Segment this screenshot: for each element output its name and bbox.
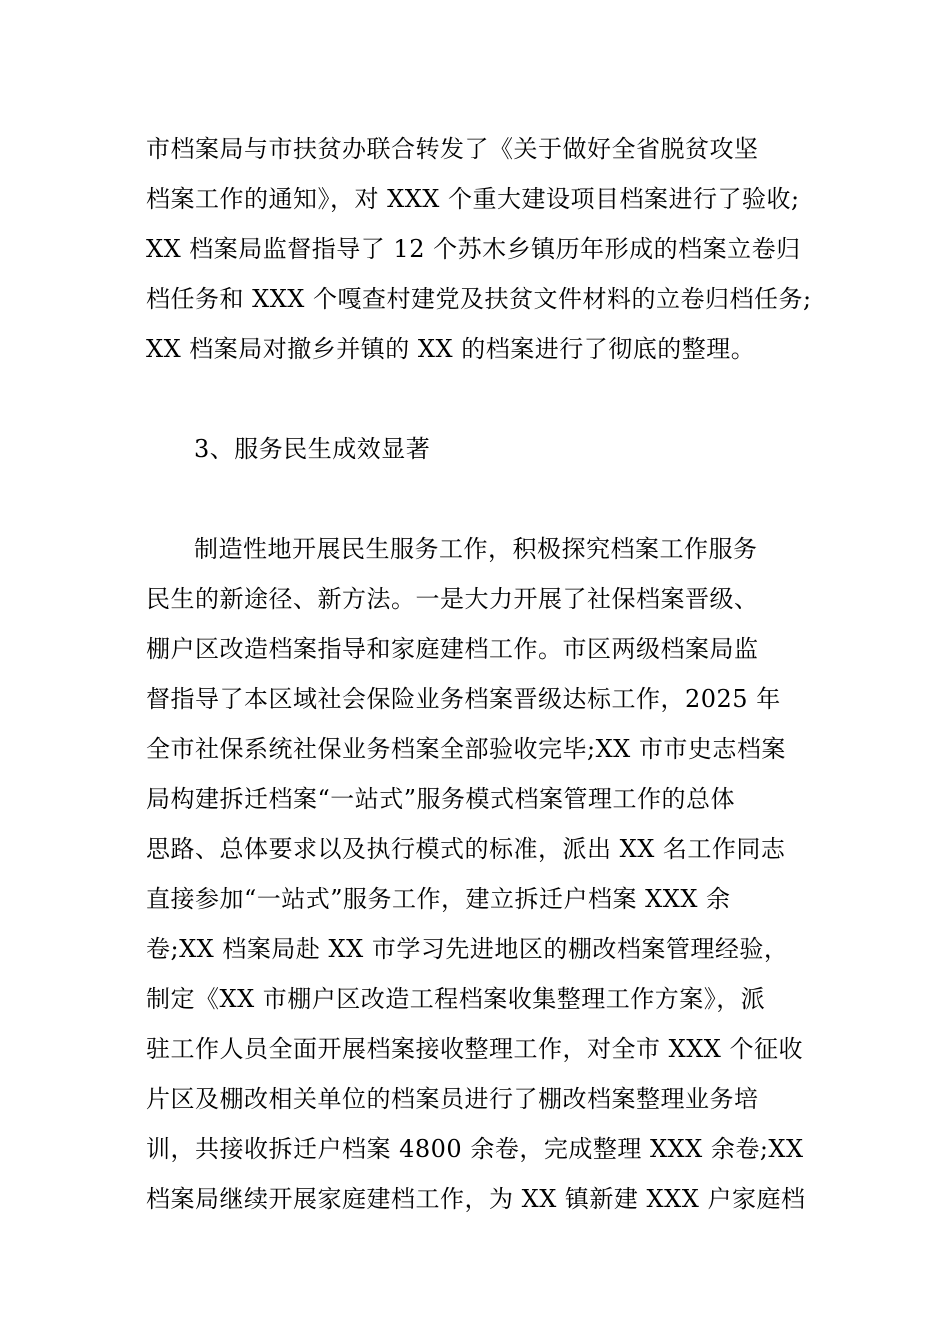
text-line: 档案局继续开展家庭建档工作，为 XX 镇新建 XXX 户家庭档: [146, 1185, 806, 1213]
text-line: 驻工作人员全面开展档案接收整理工作，对全市 XXX 个征收: [146, 1035, 804, 1063]
text-line: 思路、总体要求以及执行模式的标准，派出 XX 名工作同志: [146, 835, 786, 863]
text-line: 民生的新途径、新方法。一是大力开展了社保档案晋级、: [146, 585, 759, 613]
text-line: 全市社保系统社保业务档案全部验收完毕;XX 市市史志档案: [146, 735, 786, 763]
text-line: 档任务和 XXX 个嘎查村建党及扶贫文件材料的立卷归档任务;: [146, 285, 812, 313]
text-line: 局构建拆迁档案“一站式”服务模式档案管理工作的总体: [146, 785, 736, 813]
text-line: 档案工作的通知》，对 XXX 个重大建设项目档案进行了验收;: [146, 185, 800, 213]
text-line: 督指导了本区域社会保险业务档案晋级达标工作，2025 年: [146, 685, 781, 713]
text-line: 训，共接收拆迁户档案 4800 余卷，完成整理 XXX 余卷;XX: [146, 1135, 804, 1163]
paragraph-livelihood-service: [146, 524, 846, 1224]
section-heading-text: 3、服务民生成效显著: [194, 435, 431, 463]
paragraph-archive-acceptance: [146, 124, 846, 374]
text-line: XX 档案局对撤乡并镇的 XX 的档案进行了彻底的整理。: [146, 335, 756, 363]
text-line: 市档案局与市扶贫办联合转发了《关于做好全省脱贫攻坚: [146, 135, 759, 163]
text-line: 制定《XX 市棚户区改造工程档案收集整理工作方案》，派: [146, 985, 766, 1013]
section-heading: [146, 424, 846, 474]
text-line: 棚户区改造档案指导和家庭建档工作。市区两级档案局监: [146, 635, 759, 663]
text-line: 直接参加“一站式”服务工作，建立拆迁户档案 XXX 余: [146, 885, 731, 913]
text-line: 卷;XX 档案局赴 XX 市学习先进地区的棚改档案管理经验，: [146, 935, 789, 963]
text-line: XX 档案局监督指导了 12 个苏木乡镇历年形成的档案立卷归: [146, 235, 801, 263]
text-line: 制造性地开展民生服务工作，积极探究档案工作服务: [194, 535, 758, 563]
text-line: 片区及棚改相关单位的档案员进行了棚改档案整理业务培: [146, 1085, 759, 1113]
